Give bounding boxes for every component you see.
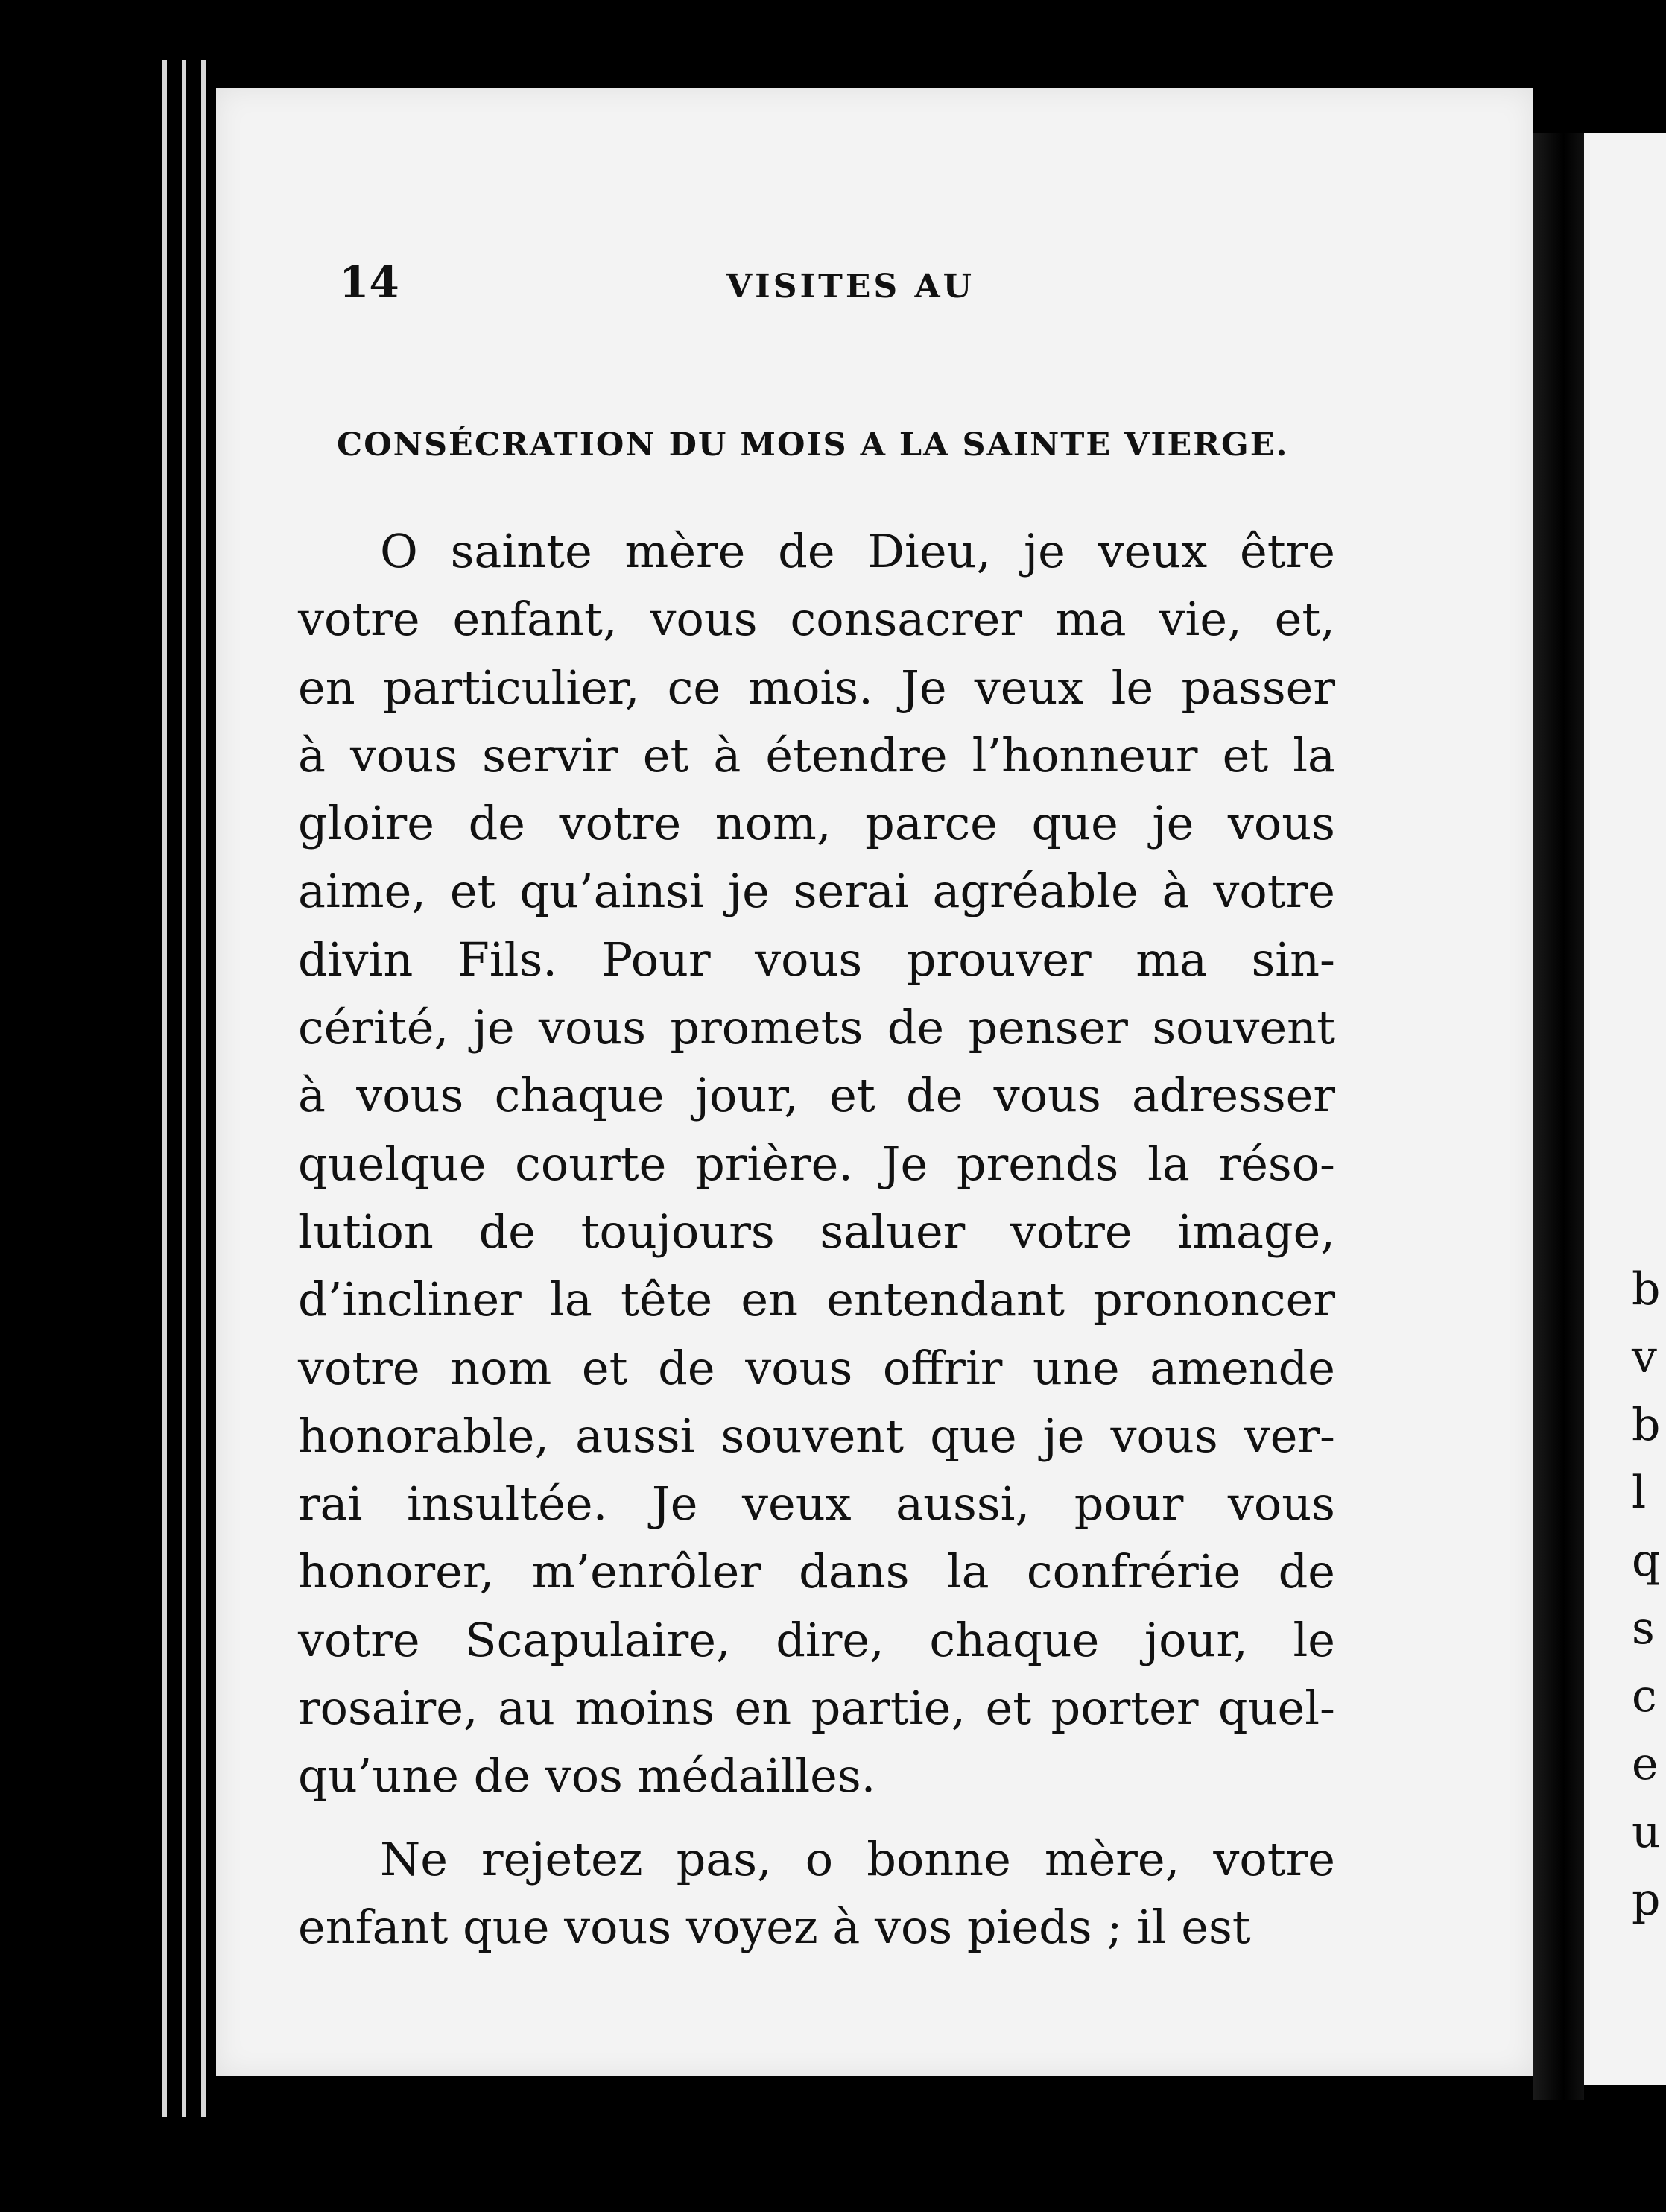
facing-page-letter: u bbox=[1632, 1806, 1661, 1858]
facing-page-letter: s bbox=[1632, 1602, 1655, 1655]
running-title: VISITES AU bbox=[726, 268, 975, 306]
facing-page-letter: c bbox=[1632, 1670, 1657, 1722]
text-line: rai insultée. Je veux aussi, pour vous bbox=[298, 1476, 1335, 1532]
text-line: cérité, je vous promets de penser souvent bbox=[298, 1000, 1335, 1055]
page-number: 14 bbox=[339, 257, 399, 308]
text-line: à vous servir et à étendre l’honneur et la bbox=[298, 727, 1335, 783]
text-line: enfant que vous voyez à vos pieds ; il est bbox=[298, 1899, 1251, 1954]
text-line: honorable, aussi souvent que je vous ver- bbox=[298, 1408, 1335, 1463]
text-line: d’incliner la tête en entendant prononcer bbox=[298, 1272, 1335, 1327]
text-line: rosaire, au moins en partie, et porter quel- bbox=[298, 1681, 1335, 1736]
text-line: Ne rejetez pas, o bonne mère, votre bbox=[380, 1831, 1335, 1886]
text-line: quelque courte prière. Je prends la réso- bbox=[298, 1136, 1335, 1191]
text-line: O sainte mère de Dieu, je veux être bbox=[380, 524, 1335, 578]
facing-page-letter: b bbox=[1632, 1263, 1661, 1315]
running-head bbox=[339, 257, 1323, 309]
section-heading: CONSÉCRATION DU MOIS A LA SAINTE VIERGE. bbox=[337, 426, 1289, 464]
text-line: votre enfant, vous consacrer ma vie, et, bbox=[298, 592, 1335, 647]
book-edge bbox=[155, 60, 215, 2117]
facing-page-letter: p bbox=[1632, 1874, 1661, 1926]
text-line: aime, et qu’ainsi je serai agréable à votre bbox=[298, 864, 1335, 919]
text-line: divin Fils. Pour vous prouver ma sin- bbox=[298, 932, 1335, 987]
text-line: votre Scapulaire, dire, chaque jour, le bbox=[298, 1612, 1335, 1667]
facing-page-letter: l bbox=[1632, 1467, 1647, 1519]
facing-page-letter: q bbox=[1632, 1535, 1661, 1587]
paragraph-1 bbox=[298, 517, 1335, 1810]
facing-page-letter: v bbox=[1632, 1331, 1657, 1383]
text-line: en particulier, ce mois. Je veux le passer bbox=[298, 660, 1335, 715]
body-text bbox=[298, 517, 1335, 1961]
paragraph-2 bbox=[298, 1825, 1335, 1962]
text-line: gloire de votre nom, parce que je vous bbox=[298, 796, 1335, 851]
facing-page-letter: b bbox=[1632, 1399, 1661, 1451]
facing-page bbox=[1584, 133, 1666, 2085]
facing-page-letter: e bbox=[1632, 1738, 1659, 1790]
text-line: à vous chaque jour, et de vous adresser bbox=[298, 1068, 1335, 1123]
text-line: qu’une de vos médailles. bbox=[298, 1748, 876, 1804]
book-gutter bbox=[1533, 133, 1584, 2100]
text-line: lution de toujours saluer votre image, bbox=[298, 1204, 1335, 1259]
text-line: votre nom et de vous offrir une amende bbox=[298, 1340, 1335, 1395]
text-line: honorer, m’enrôler dans la confrérie de bbox=[298, 1544, 1335, 1599]
